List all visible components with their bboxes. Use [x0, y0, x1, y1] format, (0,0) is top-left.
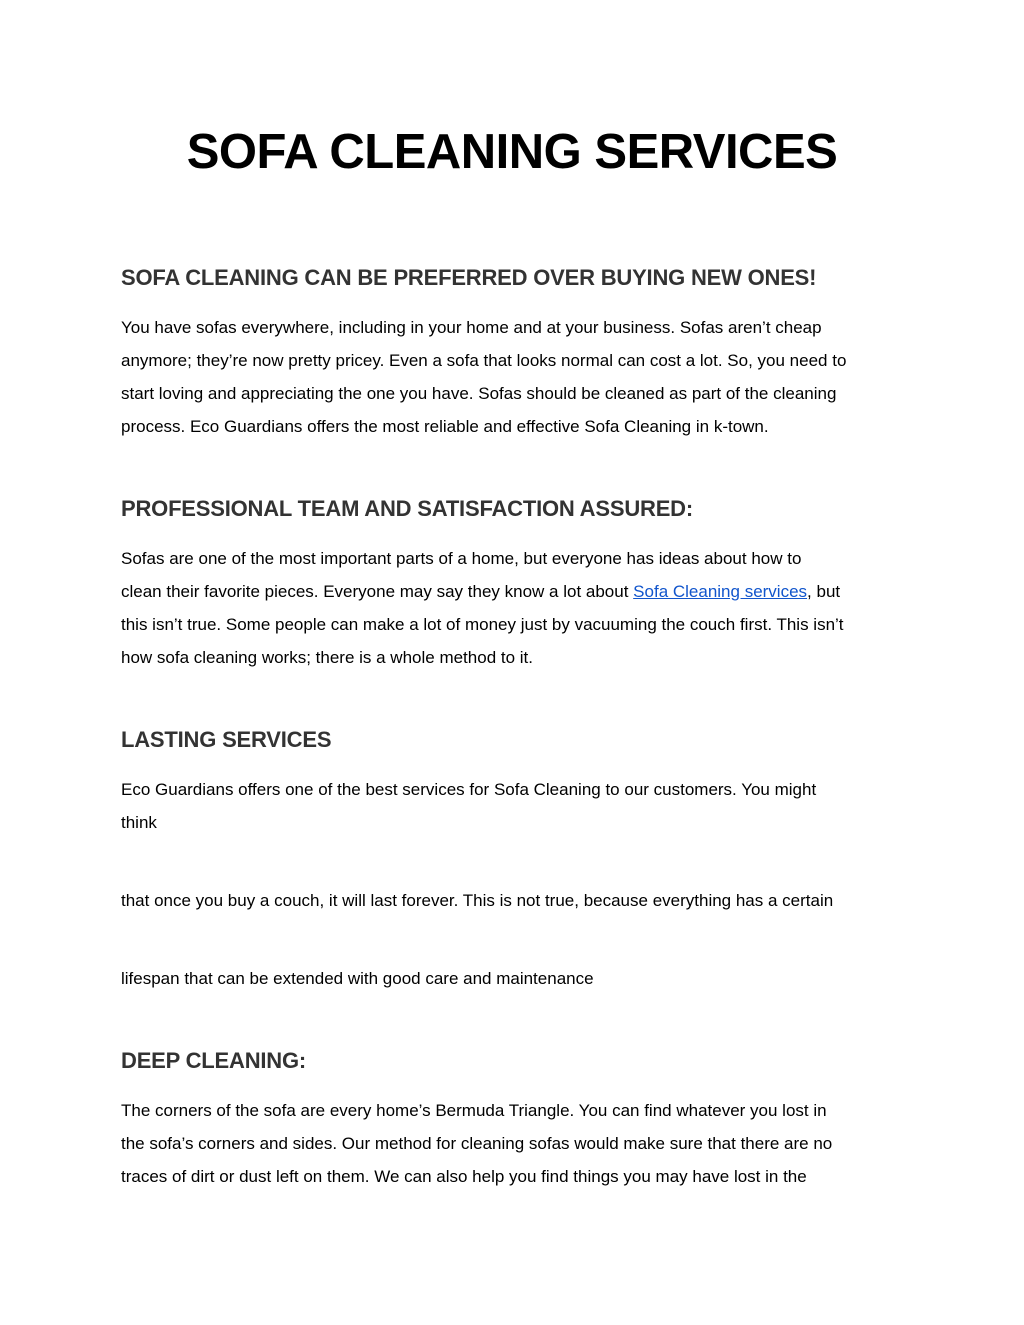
paragraph-line: that once you buy a couch, it will last forever. This is not true, because everything has a certain [121, 891, 834, 910]
paragraph-text: , but [807, 582, 841, 601]
section-heading-preferred: SOFA CLEANING CAN BE PREFERRED OVER BUYING NEW ONES! [121, 265, 817, 290]
section-paragraph-lasting-continued [121, 884, 911, 917]
paragraph-line [121, 575, 911, 608]
paragraph-line: process. Eco Guardians offers the most reliable and effective Sofa Cleaning in k-town. [121, 417, 769, 436]
section-heading-deep-cleaning: DEEP CLEANING: [121, 1048, 307, 1073]
paragraph-line: think [121, 813, 157, 832]
section-paragraph-professional [121, 542, 911, 674]
paragraph-text: clean their favorite pieces. Everyone may say they know a lot about [121, 582, 634, 601]
section-paragraph-deep-cleaning [121, 1094, 911, 1193]
sofa-cleaning-services-link[interactable]: Sofa Cleaning services [633, 582, 808, 601]
section-paragraph-lasting-continued [121, 962, 911, 995]
paragraph-line: Eco Guardians offers one of the best services for Sofa Cleaning to our customers. You might [121, 780, 817, 799]
paragraph-line: The corners of the sofa are every home’s Bermuda Triangle. You can find whatever you lost in [121, 1101, 827, 1120]
document-title: SOFA CLEANING SERVICES [186, 125, 838, 179]
paragraph-line: the sofa’s corners and sides. Our method for cleaning sofas would make sure that there are no [121, 1134, 833, 1153]
section-heading-professional: PROFESSIONAL TEAM AND SATISFACTION ASSURED: [121, 496, 693, 521]
paragraph-line: how sofa cleaning works; there is a whole method to it. [121, 648, 533, 667]
paragraph-line: lifespan that can be extended with good care and maintenance [121, 969, 594, 988]
paragraph-line: this isn’t true. Some people can make a lot of money just by vacuuming the couch first. This isn’t [121, 615, 844, 634]
paragraph-line: anymore; they’re now pretty pricey. Even a sofa that looks normal can cost a lot. So, you need to [121, 351, 847, 370]
paragraph-line: start loving and appreciating the one you have. Sofas should be cleaned as part of the cleaning [121, 384, 837, 403]
section-paragraph-lasting [121, 773, 911, 839]
paragraph-line: Sofas are one of the most important parts of a home, but everyone has ideas about how to [121, 549, 802, 568]
paragraph-line: You have sofas everywhere, including in your home and at your business. Sofas aren’t cheap [121, 318, 822, 337]
section-heading-lasting: LASTING SERVICES [121, 727, 332, 752]
paragraph-line: traces of dirt or dust left on them. We can also help you find things you may have lost in the [121, 1167, 807, 1186]
section-paragraph-preferred [121, 311, 911, 443]
